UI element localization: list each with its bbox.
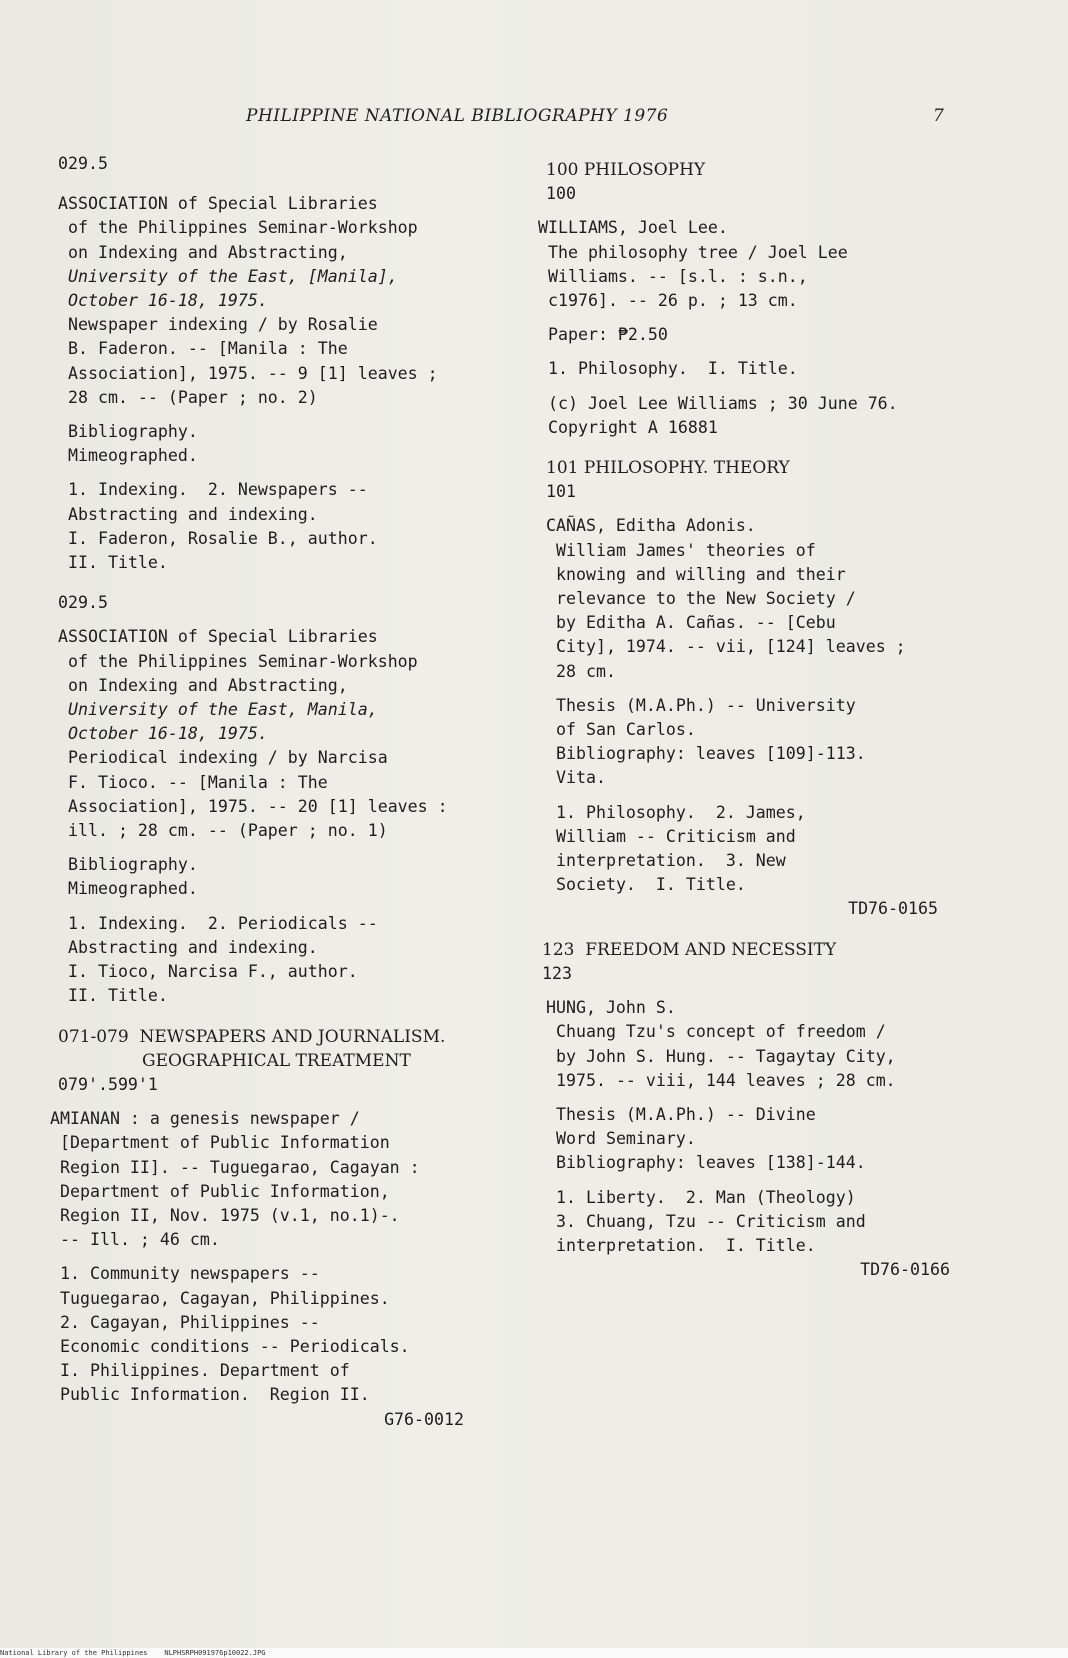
scan-footer: National Library of the Philippines NLPHSRPH091976p10022.JPG xyxy=(0,1648,1068,1658)
entry-subject: I. Tioco, Narcisa F., author. xyxy=(68,962,358,982)
entry-line: by John S. Hung. -- Tagaytay City, xyxy=(556,1046,896,1066)
entry-subject: 1. Indexing. 2. Periodicals -- xyxy=(68,913,378,933)
entry-line: Periodical indexing / by Narcisa xyxy=(68,748,388,768)
entry-subject: Abstracting and indexing. xyxy=(68,937,318,957)
entry-hung xyxy=(546,996,1016,1282)
entry-subject: 1. Liberty. 2. Man (Theology) xyxy=(556,1187,856,1207)
section-heading-071-079 xyxy=(58,1025,518,1073)
entry-note: Vita. xyxy=(556,768,606,788)
entry-subject: 3. Chuang, Tzu -- Criticism and xyxy=(556,1211,866,1231)
entry-line: ASSOCIATION of Special Libraries xyxy=(58,194,378,214)
entry-line: by Editha A. Cañas. -- [Cebu xyxy=(556,613,836,633)
entry-line: [Department of Public Information xyxy=(60,1133,390,1153)
entry-subject: 1. Indexing. 2. Newspapers -- xyxy=(68,480,368,500)
entry-line: Department of Public Information, xyxy=(60,1181,390,1201)
entry-copyright: (c) Joel Lee Williams ; 30 June 76. xyxy=(548,393,898,413)
entry-line: relevance to the New Society / xyxy=(556,589,856,609)
entry-subject: Tuguegarao, Cagayan, Philippines. xyxy=(60,1288,390,1308)
page-header xyxy=(246,106,946,126)
entry-line: CAÑAS, Editha Adonis. xyxy=(546,516,756,536)
entry-line: on Indexing and Abstracting, xyxy=(68,675,348,695)
entry-subject: 1. Community newspapers -- xyxy=(60,1264,320,1284)
entry-line: knowing and willing and their xyxy=(556,564,846,584)
control-number: G76-0012 xyxy=(384,1409,464,1429)
right-column xyxy=(538,158,1016,1282)
entry-line: HUNG, John S. xyxy=(546,998,676,1018)
class-number: 123 xyxy=(542,963,572,983)
entry-line: Williams. -- [s.l. : s.n., xyxy=(548,266,808,286)
class-number: 100 xyxy=(546,184,576,204)
section-heading-100: 100 PHILOSOPHY xyxy=(546,160,706,180)
entry-subject: 1. Philosophy. I. Title. xyxy=(548,359,798,379)
entry-line: WILLIAMS, Joel Lee. xyxy=(538,218,728,238)
entry-line: 28 cm. xyxy=(556,661,616,681)
entry-line: ill. ; 28 cm. -- (Paper ; no. 1) xyxy=(68,821,388,841)
entry-line: on Indexing and Abstracting, xyxy=(68,242,348,262)
entry-subject: Economic conditions -- Periodicals. xyxy=(60,1336,410,1356)
entry-note: Word Seminary. xyxy=(556,1129,696,1149)
section-title: NEWSPAPERS AND JOURNALISM. xyxy=(139,1026,446,1047)
class-number: 029.5 xyxy=(58,154,108,173)
entry-price: Paper: ₱2.50 xyxy=(548,325,668,345)
entry-line: William James' theories of xyxy=(556,540,816,560)
entry-subject: II. Title. xyxy=(68,986,168,1006)
entry-line: Association], 1975. -- 9 [1] leaves ; xyxy=(68,363,438,383)
entry-line: -- Ill. ; 46 cm. xyxy=(60,1230,220,1250)
entry-line: B. Faderon. -- [Manila : The xyxy=(68,339,348,359)
entry-subject: Abstracting and indexing. xyxy=(68,504,318,524)
page-number: 7 xyxy=(933,106,945,126)
entry-subject: interpretation. I. Title. xyxy=(556,1235,816,1255)
entry-029-5-periodical xyxy=(58,625,518,1008)
entry-subject: 2. Cagayan, Philippines -- xyxy=(60,1312,320,1332)
entry-note: Mimeographed. xyxy=(68,879,198,899)
entry-subject: William -- Criticism and xyxy=(556,826,796,846)
section-title-cont: GEOGRAPHICAL TREATMENT xyxy=(142,1050,411,1071)
entry-line: University of the East, Manila, xyxy=(68,700,378,720)
control-number: TD76-0165 xyxy=(848,899,938,919)
section-range: 071-079 xyxy=(58,1026,129,1047)
entry-line: City], 1974. -- vii, [124] leaves ; xyxy=(556,637,906,657)
class-number: 029.5 xyxy=(58,593,108,613)
entry-williams xyxy=(538,216,1016,440)
entry-029-5-newspaper xyxy=(58,192,518,575)
entry-note: Mimeographed. xyxy=(68,446,198,466)
entry-line: of the Philippines Seminar-Workshop xyxy=(68,651,418,671)
entry-subject: Public Information. Region II. xyxy=(60,1385,370,1405)
control-number: TD76-0166 xyxy=(860,1260,950,1280)
entry-subject: interpretation. 3. New xyxy=(556,851,786,871)
entry-subject: I. Philippines. Department of xyxy=(60,1361,350,1381)
entry-line: Region II]. -- Tuguegarao, Cagayan : xyxy=(60,1157,420,1177)
entry-subject: II. Title. xyxy=(68,553,168,573)
entry-note: of San Carlos. xyxy=(556,720,696,740)
class-number: 079'.599'1 xyxy=(58,1074,158,1094)
entry-line: ASSOCIATION of Special Libraries xyxy=(58,627,378,647)
entry-note: Bibliography: leaves [109]-113. xyxy=(556,744,866,764)
entry-subject: Society. I. Title. xyxy=(556,875,746,895)
entry-note: Bibliography. xyxy=(68,422,198,442)
entry-line: AMIANAN : a genesis newspaper / xyxy=(50,1109,360,1129)
entry-amianan xyxy=(50,1107,518,1432)
entry-line: Region II, Nov. 1975 (v.1, no.1)-. xyxy=(60,1205,400,1225)
entry-line: of the Philippines Seminar-Workshop xyxy=(68,218,418,238)
section-heading-101: 101 PHILOSOPHY. THEORY xyxy=(546,458,790,479)
class-number: 101 xyxy=(546,482,576,502)
entry-line: c1976]. -- 26 p. ; 13 cm. xyxy=(548,291,798,311)
entry-subject: 1. Philosophy. 2. James, xyxy=(556,802,806,822)
entry-line: F. Tioco. -- [Manila : The xyxy=(68,772,328,792)
left-column xyxy=(50,152,518,1432)
entry-line: Chuang Tzu's concept of freedom / xyxy=(556,1022,886,1042)
section-heading-123: 123 FREEDOM AND NECESSITY xyxy=(542,939,837,960)
entry-line: October 16-18, 1975. xyxy=(68,291,268,311)
entry-note: Bibliography. xyxy=(68,855,198,875)
entry-line: University of the East, [Manila], xyxy=(68,266,398,286)
entry-line: 28 cm. -- (Paper ; no. 2) xyxy=(68,387,318,407)
entry-copyright: Copyright A 16881 xyxy=(548,417,718,437)
entry-line: The philosophy tree / Joel Lee xyxy=(548,242,848,262)
entry-line: 1975. -- viii, 144 leaves ; 28 cm. xyxy=(556,1070,896,1090)
entry-subject: I. Faderon, Rosalie B., author. xyxy=(68,528,378,548)
entry-line: October 16-18, 1975. xyxy=(68,724,268,744)
header-title: PHILIPPINE NATIONAL BIBLIOGRAPHY 1976 xyxy=(246,106,669,126)
entry-note: Thesis (M.A.Ph.) -- Divine xyxy=(556,1104,816,1124)
entry-line: Newspaper indexing / by Rosalie xyxy=(68,315,378,335)
entry-note: Thesis (M.A.Ph.) -- University xyxy=(556,695,856,715)
entry-canas xyxy=(546,514,1016,921)
entry-note: Bibliography: leaves [138]-144. xyxy=(556,1153,866,1173)
entry-line: Association], 1975. -- 20 [1] leaves : xyxy=(68,796,448,816)
